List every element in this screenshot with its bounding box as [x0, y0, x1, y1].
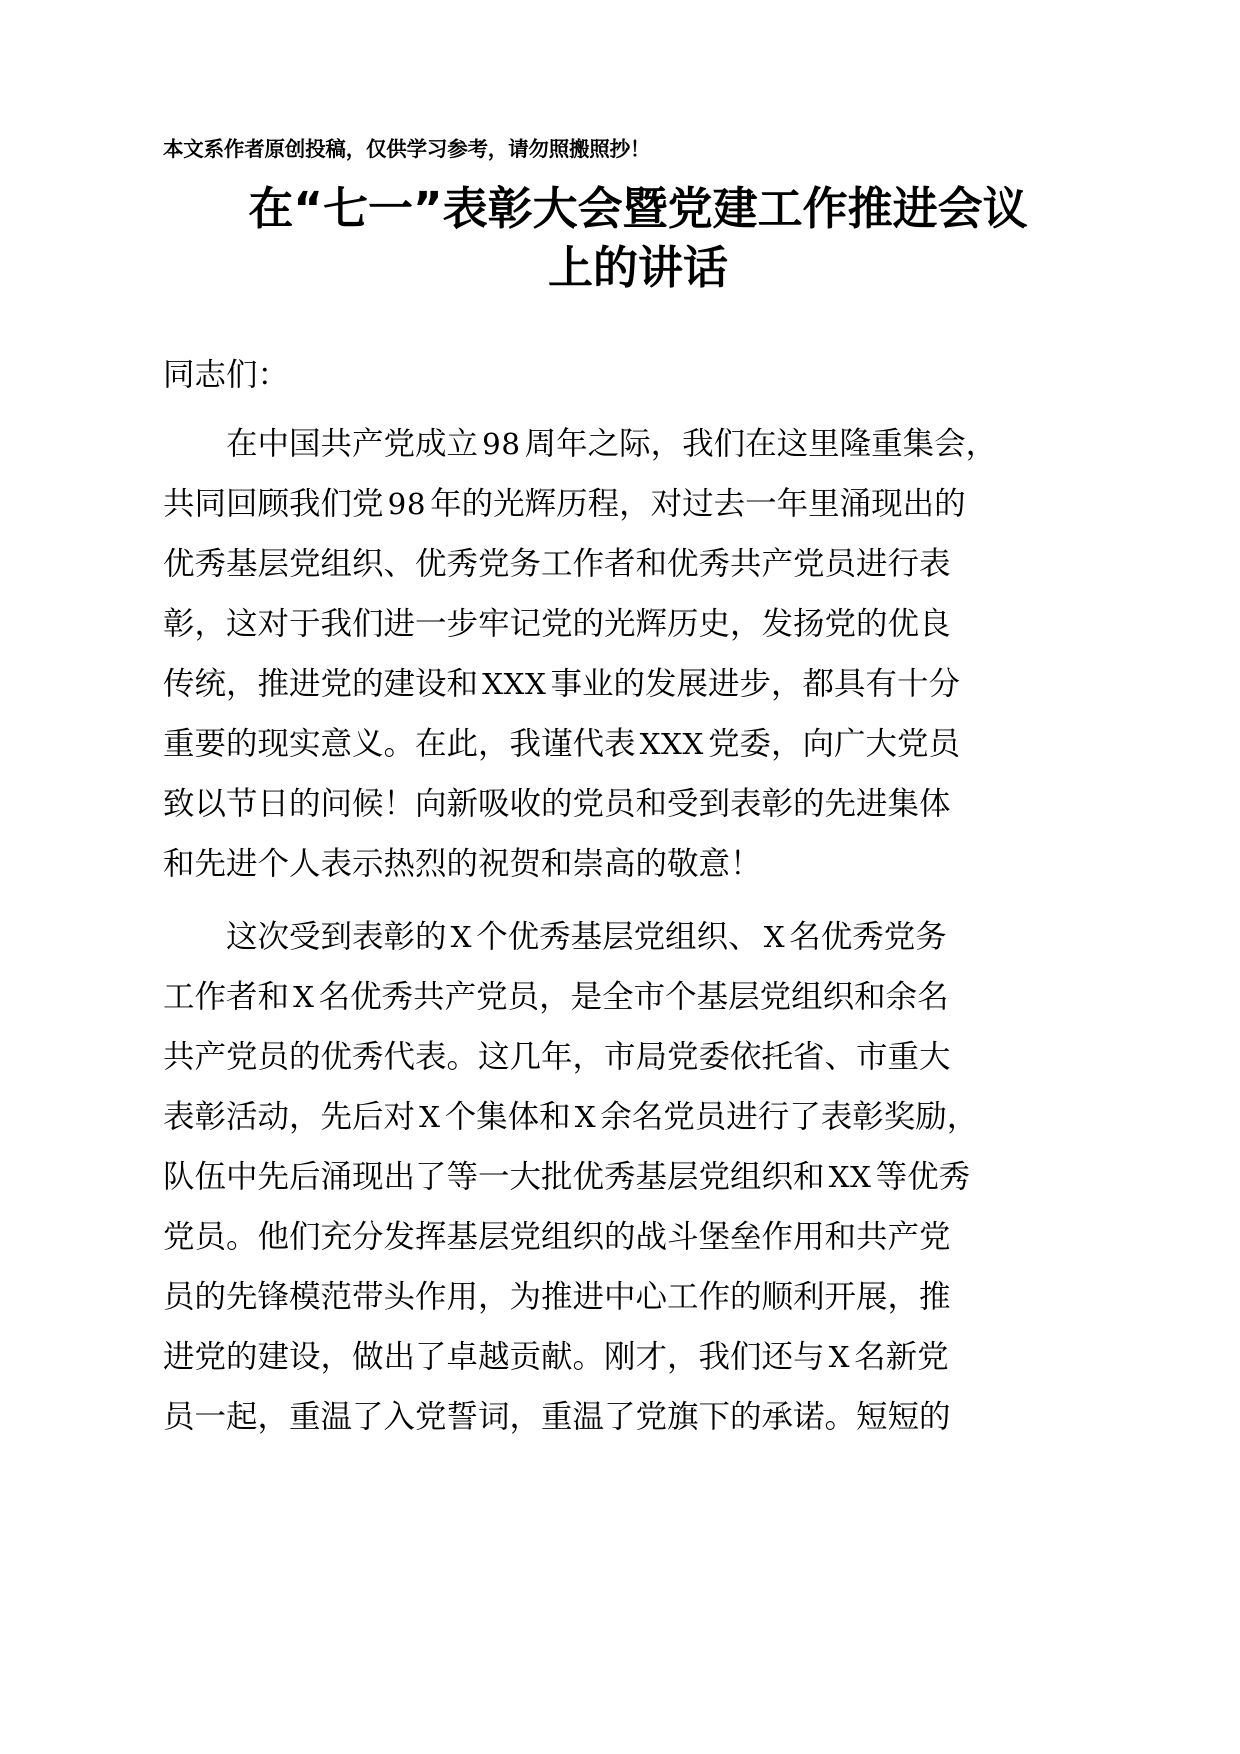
- cjk-run: 党委，向广大党员: [708, 725, 961, 762]
- latin-run: 98: [482, 426, 521, 461]
- cjk-run: 在中国共产党成立: [226, 425, 479, 462]
- paragraph-1: [163, 414, 1113, 894]
- cjk-run: 个优秀基层党组织、: [476, 918, 760, 955]
- text-line: [163, 534, 1113, 594]
- cjk-run: 事业的发展进步，都具有十分: [550, 665, 961, 702]
- cjk-run: 表彰活动，先后对: [163, 1098, 416, 1135]
- text-line: [163, 474, 1113, 534]
- cjk-run: 和先进个人表示热烈的祝贺和崇高的敬意！: [163, 845, 762, 882]
- cjk-run: 致以节日的问候！向新吸收的党员和受到表彰的先进集体: [163, 785, 951, 822]
- text-line: [163, 1087, 1113, 1147]
- latin-run: X: [419, 1099, 441, 1134]
- text-line: [163, 414, 1113, 474]
- text-line: [163, 774, 1113, 834]
- salutation: 同志们：: [163, 357, 290, 394]
- cjk-run: 年的光辉历程，对过去一年里涌现出的: [430, 485, 966, 522]
- text-line: [163, 1387, 1113, 1447]
- latin-run: X: [828, 1339, 851, 1374]
- cjk-run: 员的先锋模范带头作用，为推进中心工作的顺利开展，推: [163, 1278, 951, 1315]
- document-content: [163, 0, 1113, 1447]
- latin-run: X: [293, 979, 315, 1014]
- latin-run: XXX: [639, 726, 704, 761]
- text-line: [163, 907, 1113, 967]
- cjk-run: 共同回顾我们党: [163, 485, 384, 522]
- latin-run: XXX: [482, 666, 547, 701]
- cjk-run: 传统，推进党的建设和: [163, 665, 479, 702]
- text-line: [163, 1147, 1113, 1207]
- text-line: [163, 1267, 1113, 1327]
- cjk-run: 员一起，重温了入党誓词，重温了党旗下的承诺。短短的: [163, 1398, 951, 1435]
- latin-run: X: [450, 919, 473, 954]
- latin-run: XX: [828, 1159, 872, 1194]
- latin-run: 98: [387, 486, 427, 521]
- cjk-run: 个集体和: [444, 1098, 571, 1135]
- cjk-run: 进党的建设，做出了卓越贡献。刚才，我们还与: [163, 1338, 825, 1375]
- cjk-run: 等优秀: [875, 1158, 971, 1195]
- cjk-run: 重要的现实意义。在此，我谨代表: [163, 725, 636, 762]
- text-line: [163, 834, 1113, 894]
- paragraph-2: [163, 907, 1113, 1447]
- title-line-2: 上的讲话: [547, 241, 728, 295]
- text-line: [163, 594, 1113, 654]
- cjk-run: 名优秀共产党员，是全市个基层党组织和余名: [318, 978, 949, 1015]
- latin-run: X: [763, 919, 786, 954]
- cjk-run: 周年之际，我们在这里隆重集会，: [524, 425, 998, 462]
- cjk-run: 这次受到表彰的: [226, 918, 447, 955]
- cjk-run: 名新党: [854, 1338, 949, 1375]
- text-line: [163, 1207, 1113, 1267]
- page-title: [163, 179, 1113, 299]
- cjk-run: 党员。他们充分发挥基层党组织的战斗堡垒作用和共产党: [163, 1218, 951, 1255]
- text-line: [163, 1027, 1113, 1087]
- cjk-run: 队伍中先后涌现出了等一大批优秀基层党组织和: [163, 1158, 825, 1195]
- text-line: [163, 714, 1113, 774]
- cjk-run: 共产党员的优秀代表。这几年，市局党委依托省、市重大: [163, 1038, 951, 1075]
- cjk-run: 余名党员进行了表彰奖励，: [600, 1098, 979, 1135]
- cjk-run: 优秀基层党组织、优秀党务工作者和优秀共产党员进行表: [163, 545, 951, 582]
- copyright-notice: 本文系作者原创投稿，仅供学习参考，请勿照搬照抄！: [163, 137, 651, 161]
- text-line: [163, 967, 1113, 1027]
- title-line-1: 在“七一”表彰大会暨党建工作推进会议: [248, 181, 1028, 235]
- text-line: [163, 1327, 1113, 1387]
- text-line: [163, 654, 1113, 714]
- body-paragraphs: [163, 414, 1113, 1447]
- latin-run: X: [574, 1099, 597, 1134]
- cjk-run: 工作者和: [163, 978, 290, 1015]
- cjk-run: 彰，这对于我们进一步牢记党的光辉历史，发扬党的优良: [163, 605, 951, 642]
- cjk-run: 名优秀党务: [789, 918, 947, 955]
